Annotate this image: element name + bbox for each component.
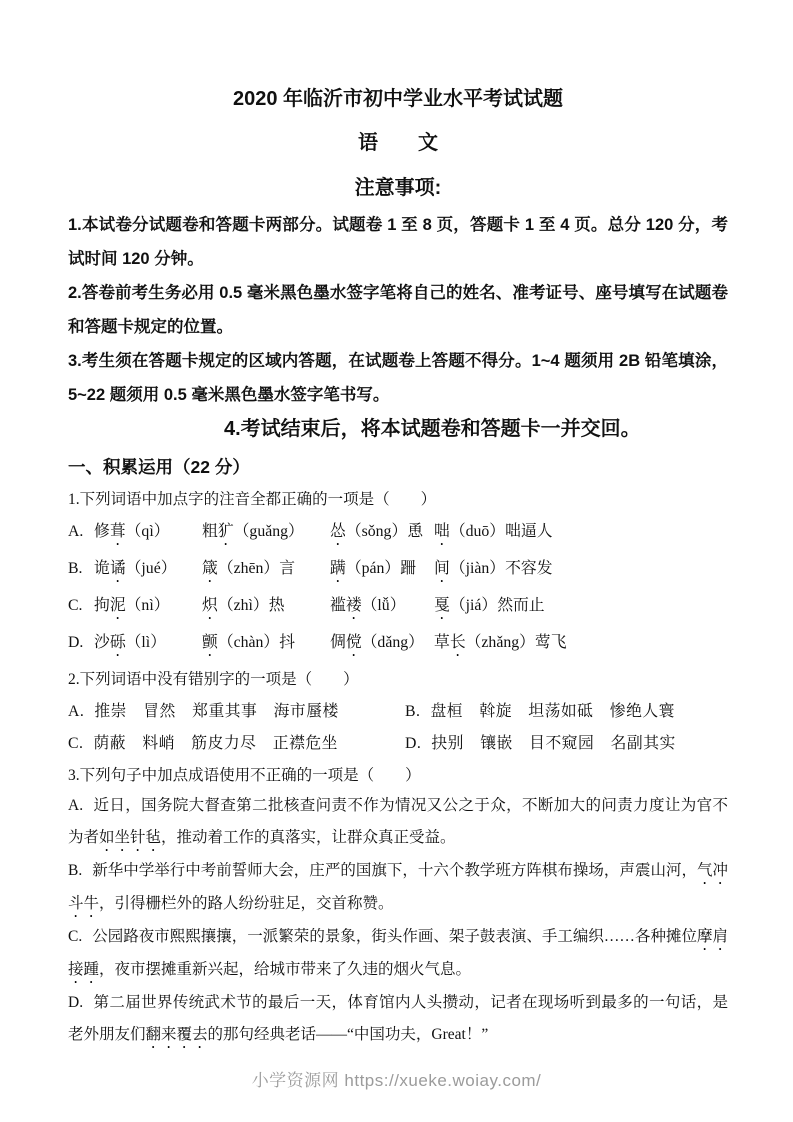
section-heading: 一、积累运用（22 分） — [68, 457, 250, 477]
q3-option-b: B. 新华中学举行中考前誓师大会，庄严的国旗下，十六个教学班方阵棋布操场，声震山河，气冲斗牛，引得栅栏外的路人纷纷驻足，交首称赞。 — [68, 862, 728, 912]
q1-option-row-d — [68, 631, 728, 660]
option-label: A. — [68, 797, 84, 814]
q1-word: 沙砾（lì） — [94, 634, 166, 651]
q1-word: 诡谲（jué） — [94, 560, 177, 577]
notice-item-4: 4.考试结束后，将本试题卷和答题卡一并交回。 — [224, 418, 641, 440]
q1-word: 咄（duō）咄逼人 — [434, 523, 553, 540]
q2-option-b: B. 盘桓 斡旋 坦荡如砥 惨绝人寰 — [405, 703, 675, 720]
q2-option-a: A. 推崇 冒然 郑重其事 海市蜃楼 — [68, 703, 339, 720]
question-1-stem: 1.下列词语中加点字的注音全都正确的一项是（ ） — [68, 491, 437, 508]
q1-option-row-a — [68, 520, 728, 549]
q1-word: 间（jiàn）不容发 — [434, 560, 553, 577]
notice-item-1: 1.本试卷分试题卷和答题卡两部分。试题卷 1 至 8 页，答题卡 1 至 4 页。总分 120 分，考试时间 120 分钟。 — [68, 216, 728, 268]
option-label: B. — [405, 703, 421, 720]
q1-word: 箴（zhēn）言 — [202, 560, 296, 577]
q1-option-row-c — [68, 594, 728, 623]
question-2-stem: 2.下列词语中没有错别字的一项是（ ） — [68, 671, 359, 688]
q1-word: 戛（jiá）然而止 — [434, 597, 545, 614]
notice-heading: 注意事项: — [354, 177, 442, 199]
q1-option-row-b — [68, 557, 728, 586]
q1-word: 修葺（qì） — [94, 523, 170, 540]
option-label: C. — [68, 597, 83, 614]
q1-word: 颤（chàn）抖 — [202, 634, 296, 651]
option-label: B. — [68, 560, 83, 577]
footer-watermark: 小学资源网 https://xueke.woiay.com/ — [251, 1071, 542, 1090]
option-label: B. — [68, 862, 83, 879]
option-label: D. — [68, 994, 84, 1011]
exam-title: 2020 年临沂市初中学业水平考试试题 — [232, 88, 564, 110]
q1-word: 拘泥（nì） — [94, 597, 170, 614]
q1-word: 粗犷（guǎng） — [202, 523, 304, 540]
option-label: A. — [68, 703, 85, 720]
q3-option-a: A. 近日，国务院大督查第二批核查问责不作为情况又公之于众，不断加大的问责力度让为官不为者如坐针毡，推动着工作的真落实，让群众真正受益。 — [68, 797, 728, 846]
q1-word: 怂（sǒng）恿 — [330, 523, 424, 540]
q1-word: 草长（zhǎng）莺飞 — [434, 634, 567, 651]
q1-word: 蹒（pán）跚 — [330, 560, 417, 577]
option-label: C. — [68, 735, 84, 752]
q1-word: 褴褛（lǚ） — [330, 597, 406, 614]
notice-item-3: 3.考生须在答题卡规定的区域内答题，在试题卷上答题不得分。1~4 题须用 2B 铅笔填涂，5~22 题须用 0.5 毫米黑色墨水签字笔书写。 — [68, 352, 728, 404]
exam-subject: 语 文 — [358, 132, 438, 154]
q2-option-c: C. 荫蔽 料峭 筋皮力尽 正襟危坐 — [68, 735, 338, 752]
q1-word: 倜傥（dǎng） — [330, 634, 424, 651]
option-label: C. — [68, 928, 83, 945]
question-3-stem: 3.下列句子中加点成语使用不正确的一项是（ ） — [68, 767, 421, 784]
notice-item-2: 2.答卷前考生务必用 0.5 毫米黑色墨水签字笔将自己的姓名、准考证号、座号填写在试题卷和答题卡规定的位置。 — [68, 284, 728, 336]
option-label: A. — [68, 523, 84, 540]
q2-option-d: D. 抉别 镶嵌 目不窥园 名副其实 — [405, 735, 676, 752]
q2-option-row-1 — [68, 700, 728, 724]
option-label: D. — [68, 634, 84, 651]
option-label: D. — [405, 735, 422, 752]
q1-word: 炽（zhì）热 — [202, 597, 285, 614]
q3-option-d: D. 第二届世界传统武术节的最后一天，体育馆内人头攒动，记者在现场听到最多的一句话，是老外朋友们翻来覆去的那句经典老话——“中国功夫，Great！” — [68, 994, 728, 1043]
q3-option-c: C. 公园路夜市熙熙攘攘，一派繁荣的景象，街头作画、架子鼓表演、手工编织……各种摊位摩肩接踵，夜市摆摊重新兴起，给城市带来了久违的烟火气息。 — [68, 928, 728, 978]
q2-option-row-2 — [68, 732, 728, 756]
